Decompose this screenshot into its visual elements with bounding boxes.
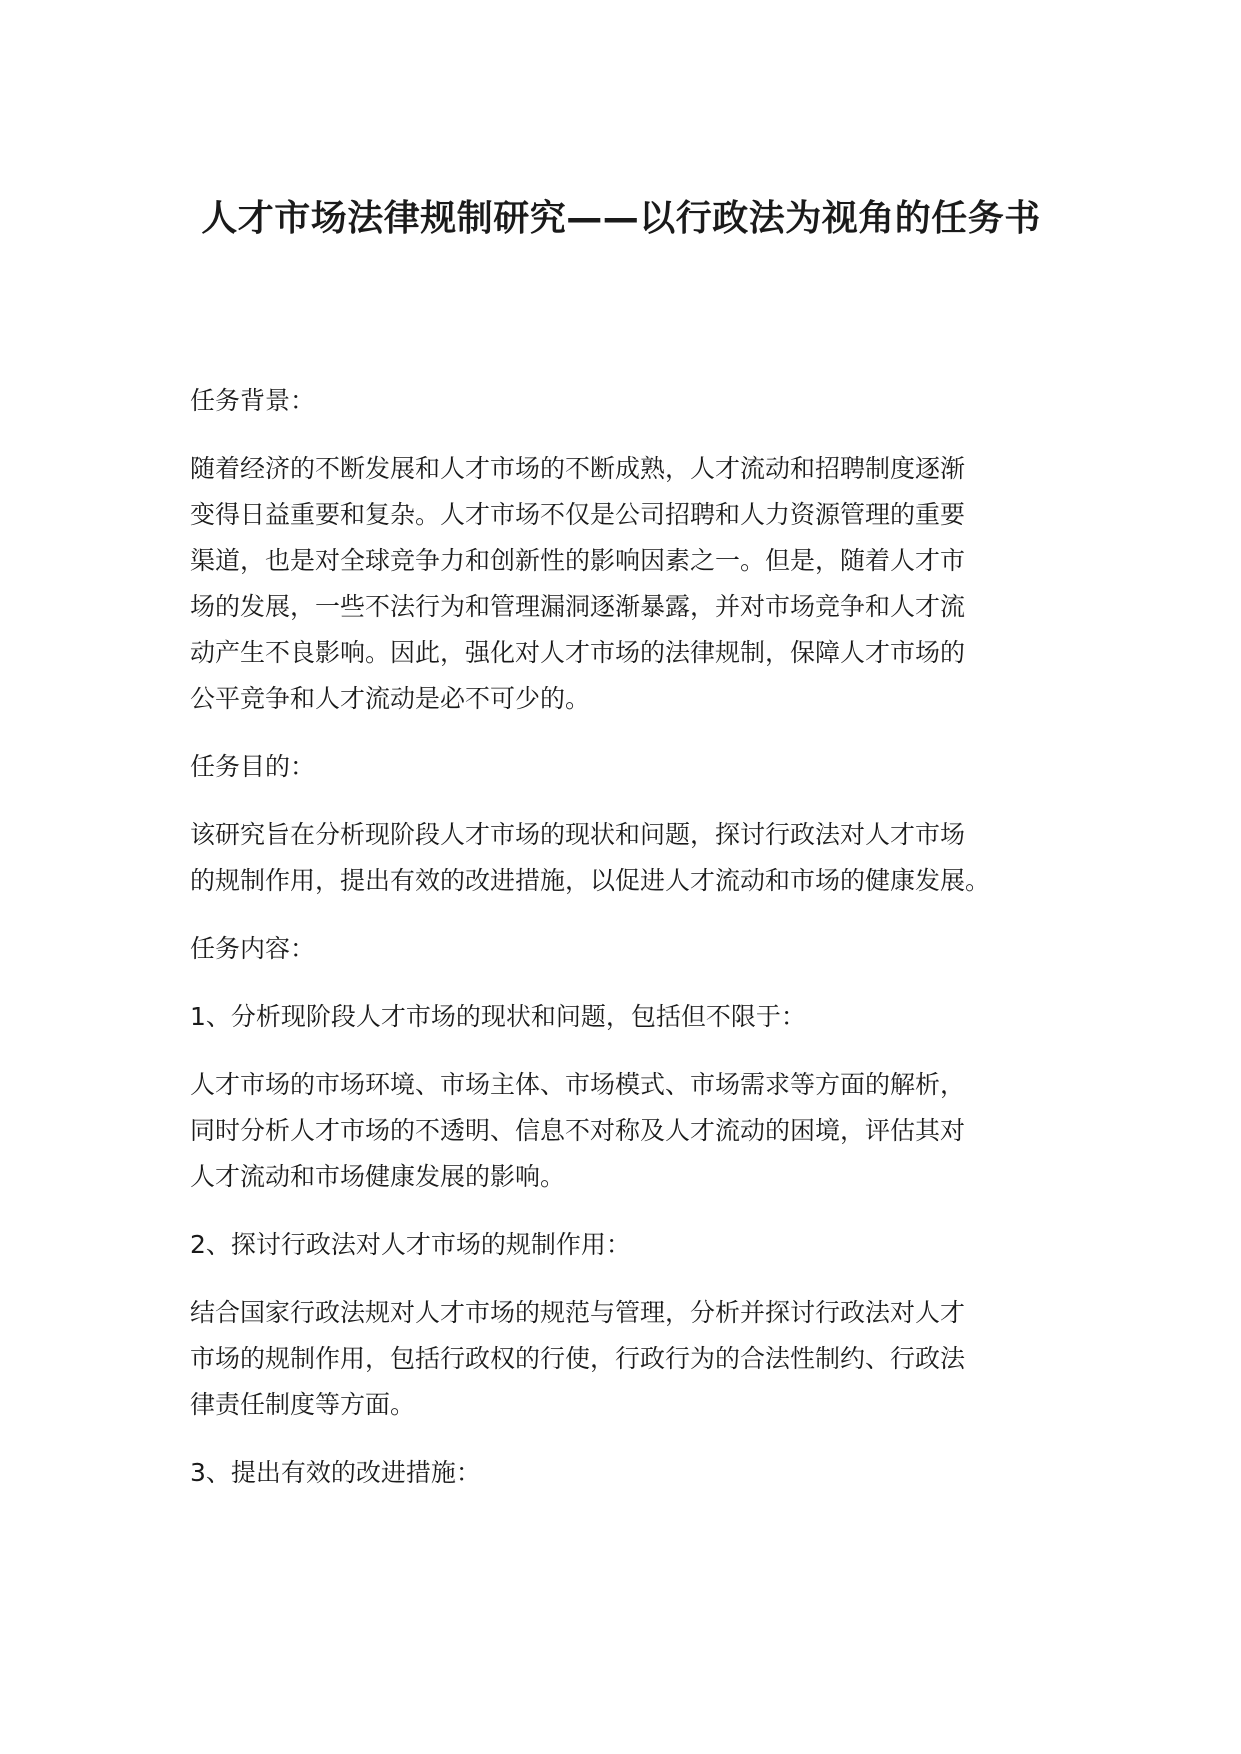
item1-paragraph (190, 1062, 1070, 1200)
item2-line: 市场的规制作用，包括行政权的行使，行政行为的合法性制约、行政法 (190, 1344, 966, 1373)
background-paragraph (190, 446, 1070, 722)
purpose-line: 该研究旨在分析现阶段人才市场的现状和问题，探讨行政法对人才市场 (190, 820, 966, 849)
item1-heading: 1、分析现阶段人才市场的现状和问题，包括但不限于： (190, 1002, 806, 1031)
item1-line: 同时分析人才市场的不透明、信息不对称及人才流动的困境，评估其对 (190, 1116, 966, 1145)
content-heading: 任务内容： (190, 934, 316, 963)
background-line: 公平竞争和人才流动是必不可少的。 (190, 684, 591, 713)
item1-line: 人才流动和市场健康发展的影响。 (190, 1162, 566, 1191)
document-body (190, 378, 1070, 1518)
item3-heading: 3、提出有效的改进措施： (190, 1458, 481, 1487)
background-line: 随着经济的不断发展和人才市场的不断成熟，人才流动和招聘制度逐渐 (190, 454, 966, 483)
purpose-paragraph (190, 812, 1070, 904)
background-heading: 任务背景： (190, 386, 316, 415)
document-title: 人才市场法律规制研究——以行政法为视角的任务书 (201, 198, 1041, 239)
purpose-heading: 任务目的： (190, 752, 316, 781)
item2-paragraph (190, 1290, 1070, 1428)
background-line: 场的发展，一些不法行为和管理漏洞逐渐暴露，并对市场竞争和人才流 (190, 592, 966, 621)
purpose-line: 的规制作用，提出有效的改进措施，以促进人才流动和市场的健康发展。 (190, 866, 991, 895)
item2-line: 律责任制度等方面。 (190, 1390, 416, 1419)
background-line: 动产生不良影响。因此，强化对人才市场的法律规制，保障人才市场的 (190, 638, 966, 667)
background-line: 渠道，也是对全球竞争力和创新性的影响因素之一。但是，随着人才市 (190, 546, 966, 575)
item2-line: 结合国家行政法规对人才市场的规范与管理，分析并探讨行政法对人才 (190, 1298, 966, 1327)
background-line: 变得日益重要和复杂。人才市场不仅是公司招聘和人力资源管理的重要 (190, 500, 966, 529)
item2-heading: 2、探讨行政法对人才市场的规制作用： (190, 1230, 631, 1259)
item1-line: 人才市场的市场环境、市场主体、市场模式、市场需求等方面的解析， (190, 1070, 966, 1099)
